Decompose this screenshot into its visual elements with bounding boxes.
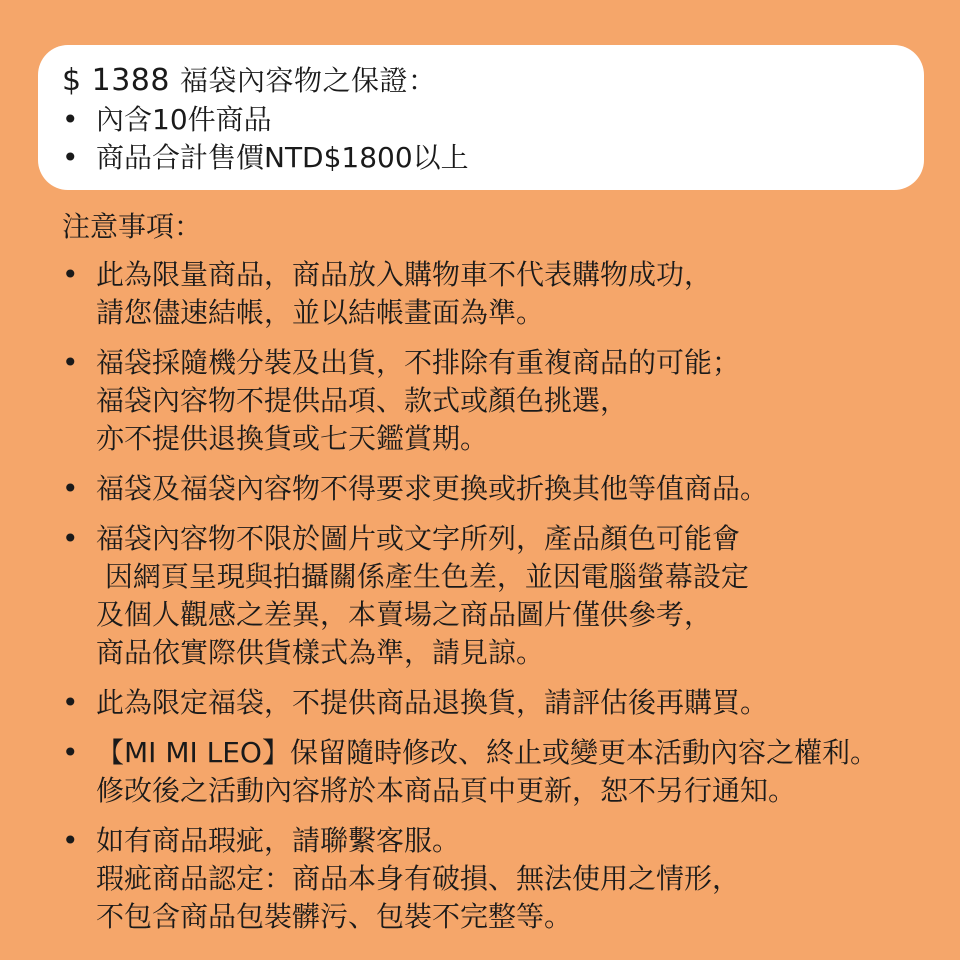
- note-item: [62, 734, 942, 810]
- note-line: 及個人觀感之差異，本賣場之商品圖片僅供參考，: [96, 598, 713, 631]
- note-line: 商品依實際供貨樣式為準，請見諒。: [96, 636, 545, 669]
- note-item: [62, 344, 942, 458]
- bullet-icon: •: [62, 472, 79, 505]
- notes-list: [62, 256, 942, 936]
- note-line: 修改後之活動內容將於本商品頁中更新，恕不另行通知。: [96, 774, 797, 807]
- note-line: 瑕疵商品認定：商品本身有破損、無法使用之情形，: [96, 862, 741, 895]
- note-item: [62, 684, 942, 722]
- note-line: 不包含商品包裝髒污、包裝不完整等。: [96, 900, 573, 933]
- guarantee-heading: 福袋內容物之保證：: [180, 64, 437, 97]
- notes-section: [62, 204, 942, 948]
- bullet-icon: •: [62, 824, 79, 857]
- guarantee-item: [62, 101, 924, 139]
- guarantee-item: [62, 139, 924, 177]
- bullet-icon: •: [62, 258, 79, 291]
- note-line: 福袋採隨機分裝及出貨，不排除有重複商品的可能；: [96, 346, 741, 379]
- note-line: 亦不提供退換貨或七天鑑賞期。: [96, 422, 489, 455]
- note-line: 福袋內容物不提供品項、款式或顏色挑選，: [96, 384, 629, 417]
- note-line: 福袋及福袋內容物不得要求更換或折換其他等值商品。: [96, 472, 769, 505]
- guarantee-item-text: 商品合計售價NTD$1800以上: [96, 141, 469, 174]
- guarantee-list: [62, 101, 924, 177]
- note-item: [62, 470, 942, 508]
- note-line: 此為限定福袋，不提供商品退換貨，請評估後再購買。: [96, 686, 769, 719]
- price-value: $ 1388: [62, 63, 170, 98]
- bullet-icon: •: [62, 686, 79, 719]
- note-line: 如有商品瑕疵，請聯繫客服。: [96, 824, 461, 857]
- guarantee-item-text: 內含10件商品: [96, 103, 272, 136]
- note-item: [62, 822, 942, 936]
- notes-title: 注意事項：: [62, 210, 203, 243]
- price-heading: [62, 61, 924, 101]
- note-item: [62, 520, 942, 672]
- bullet-icon: •: [62, 346, 79, 379]
- note-item: [62, 256, 942, 332]
- bullet-icon: •: [62, 103, 79, 136]
- note-line: 福袋內容物不限於圖片或文字所列，產品顏色可能會: [96, 522, 741, 555]
- bullet-icon: •: [62, 736, 79, 769]
- bullet-icon: •: [62, 522, 79, 555]
- note-line: 【MI MI LEO】保留隨時修改、終止或變更本活動內容之權利。: [96, 736, 878, 769]
- guarantee-card: [38, 45, 924, 190]
- note-line: 因網頁呈現與拍攝關係產生色差，並因電腦螢幕設定: [96, 560, 749, 593]
- note-line: 此為限量商品，商品放入購物車不代表購物成功，: [96, 258, 713, 291]
- bullet-icon: •: [62, 141, 79, 174]
- note-line: 請您儘速結帳，並以結帳畫面為準。: [96, 296, 545, 329]
